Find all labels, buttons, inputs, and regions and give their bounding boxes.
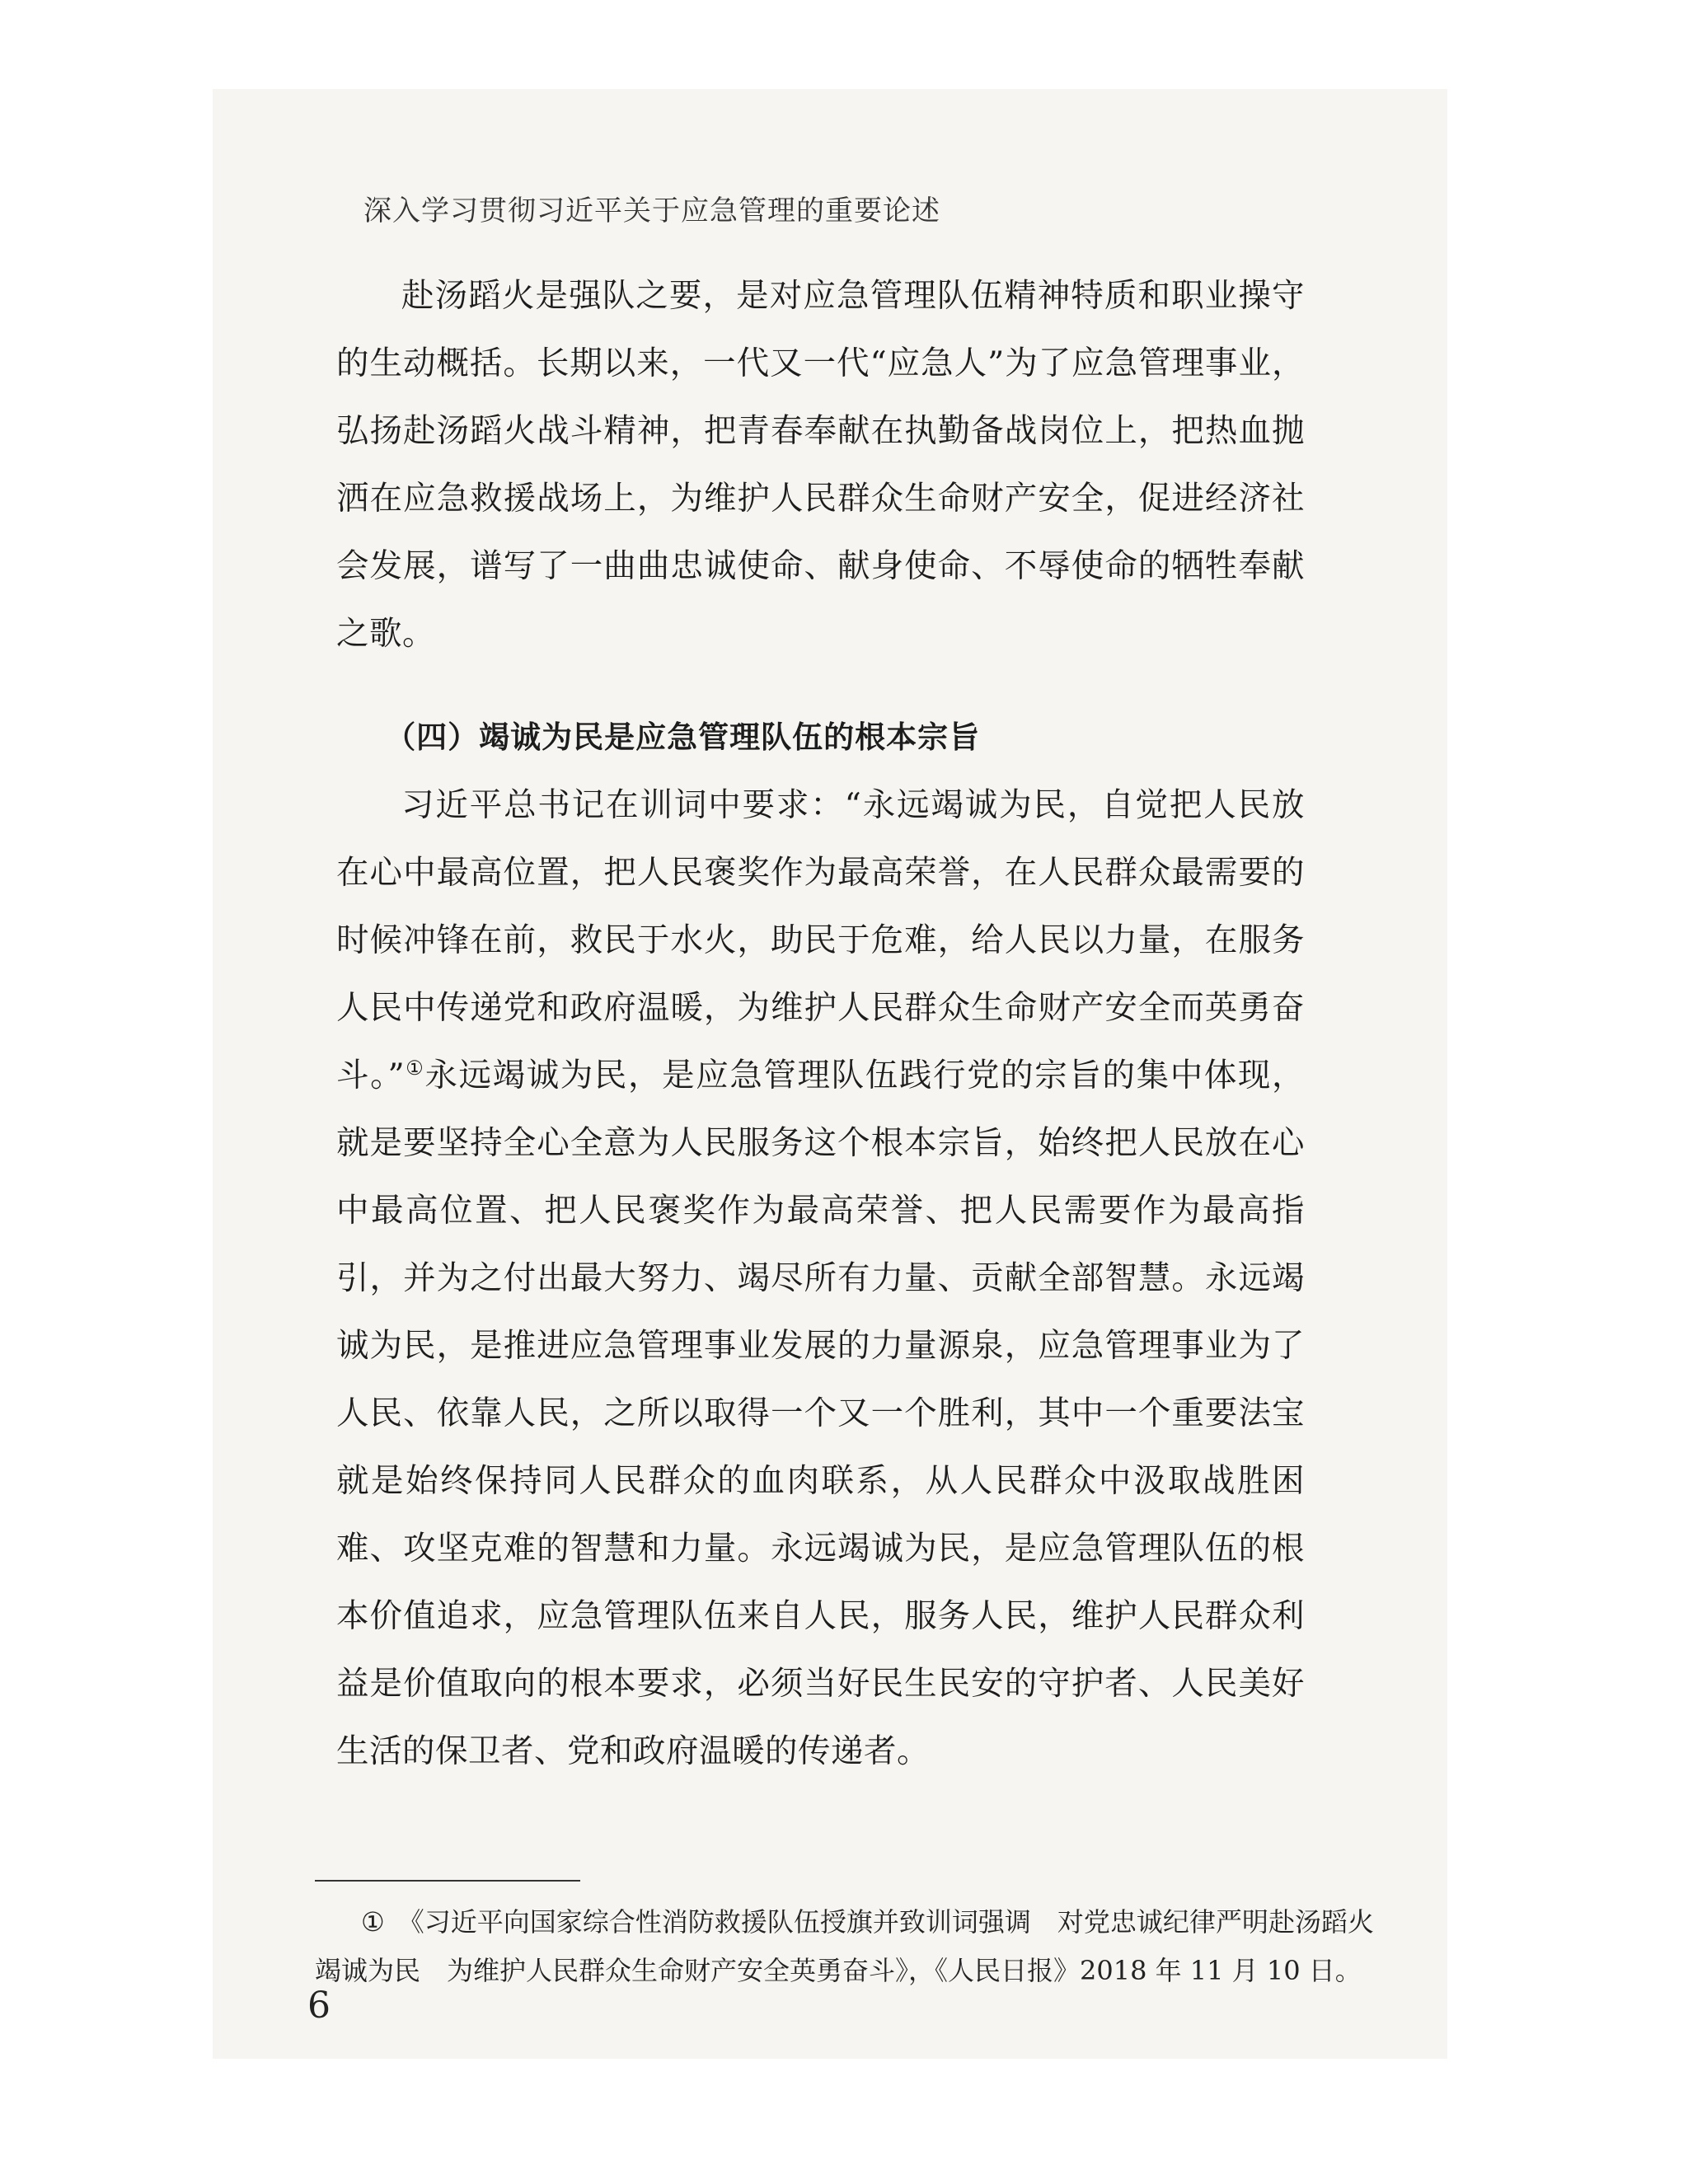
paragraph-1: 赴汤蹈火是强队之要，是对应急管理队伍精神特质和职业操守的生动概括。长期以来，一代又一代“应急人”为了应急管理事业，弘扬赴汤蹈火战斗精神，把青春奉献在执勤备战岗位上，把热血抛洒在应急救援战场上，为维护人民群众生命财产安全，促进经济社会发展，谱写了一曲曲忠诚使命、献身使命、不辱使命的牺牲奉献之歌。 xyxy=(336,277,1305,653)
page-number: 6 xyxy=(307,1985,331,2027)
footnote-divider xyxy=(315,1880,580,1882)
paragraph-2-body: 永远竭诚为民，是应急管理队伍践行党的宗旨的集中体现，就是要坚持全心全意为人民服务这个根本宗旨，始终把人民放在心中最高位置、把人民褒奖作为最高荣誉、把人民需要作为最高指引，并为之付出最大努力、竭尽所有力量、贡献全部智慧。永远竭诚为民，是推进应急管理事业发展的力量源泉，应急管理事业为了人民、依靠人民，之所以取得一个又一个胜利，其中一个重要法宝就是始终保持同人民群众的血肉联系，从人民群众中汲取战胜困难、攻坚克难的智慧和力量。永远竭诚为民，是应急管理队伍的根本价值追求，应急管理队伍来自人民，服务人民，维护人民群众利益是价值取向的根本要求，必须当好民生民安的守护者、人民美好生活的保卫者、党和政府温暖的传递者。 xyxy=(336,1057,1306,1770)
paragraph-2-quote: 习近平总书记在训词中要求：“永远竭诚为民，自觉把人民放在心中最高位置，把人民褒奖作为最高荣誉，在人民群众最需要的时候冲锋在前，救民于水火，助民于危难，给人民以力量，在服务人民中传递党和政府温暖，为维护人民群众生命财产安全而英勇奋斗。” xyxy=(336,786,1305,1094)
footnote-reference[interactable]: ① xyxy=(405,1056,425,1080)
book-page xyxy=(213,89,1447,2059)
running-head: 深入学习贯彻习近平关于应急管理的重要论述 xyxy=(363,194,940,227)
footnote-marker: ① xyxy=(361,1906,385,1938)
paragraph-2 xyxy=(336,771,1305,1785)
footnote-text: 《习近平向国家综合性消防救援队伍授旗并致训词强调 对党忠诚纪律严明赴汤蹈火竭诚为民 为维护人民群众生命财产安全英勇奋斗》，《人民日报》2018 年 11 月 10 日。 xyxy=(315,1906,1374,1986)
body-text xyxy=(336,262,1305,1785)
footnote xyxy=(315,1898,1374,1995)
section-heading: （四）竭诚为民是应急管理队伍的根本宗旨 xyxy=(385,719,981,755)
